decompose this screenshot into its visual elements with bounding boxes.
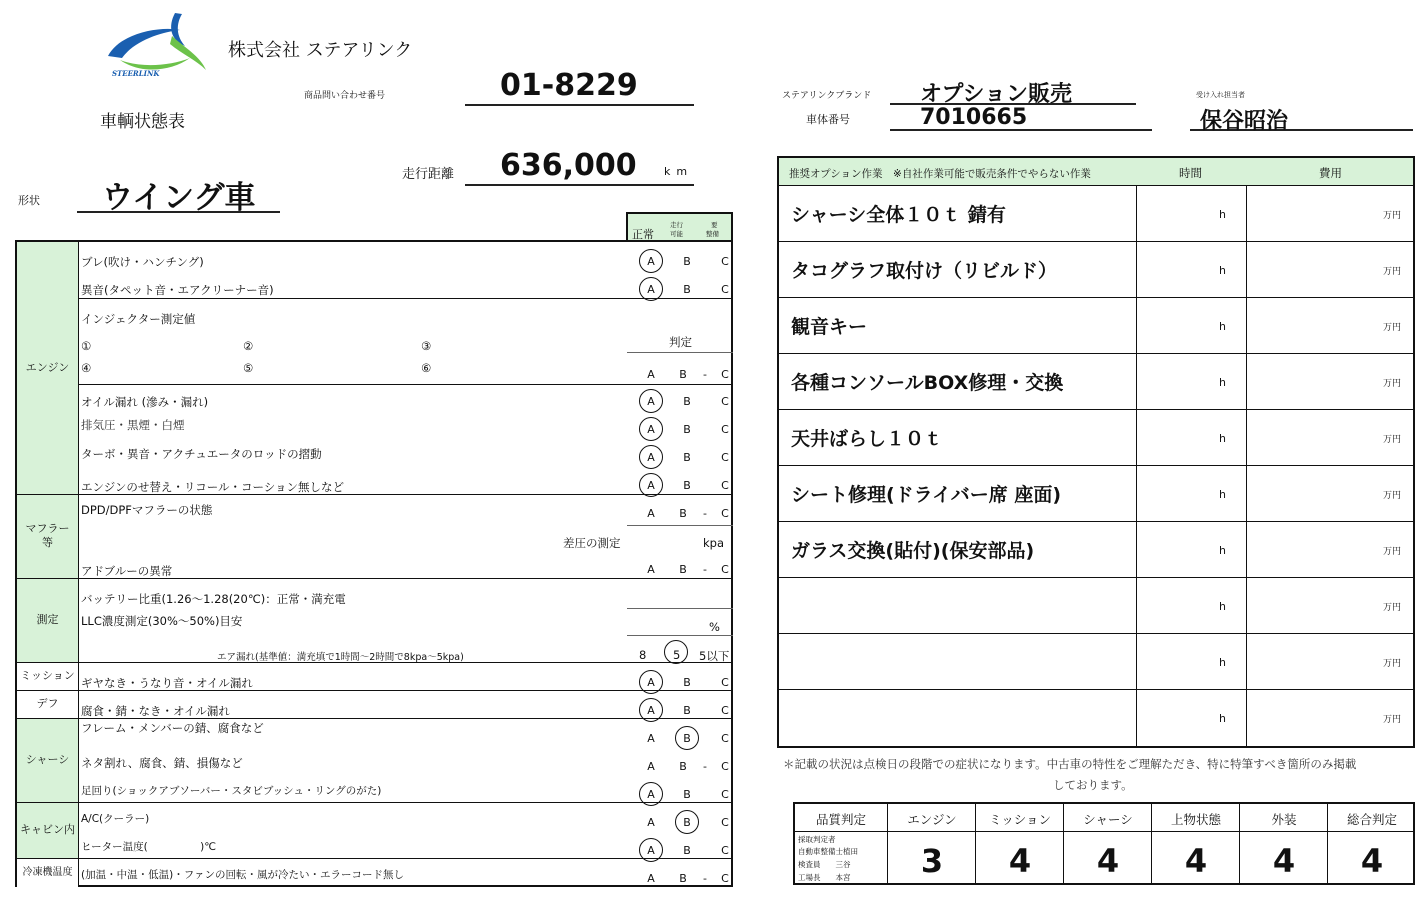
mark-circle [639, 389, 663, 413]
item-exhaust: 排気圧・黒煙・白煙 [81, 418, 185, 432]
grade-value: 3 [920, 842, 944, 880]
option-row [779, 634, 1413, 690]
abc-a: A [647, 479, 655, 492]
item-diff: 腐食・錆・なき・オイル漏れ [81, 704, 230, 718]
mark-circle [639, 417, 663, 441]
grade-header: 上物状態 [1170, 812, 1221, 827]
abc-c: C [721, 788, 729, 801]
item-heater: ヒーター温度( )℃ [81, 841, 217, 853]
abc-a: A [647, 283, 655, 296]
item-mission: ギヤなき・うなり音・オイル漏れ [81, 676, 253, 690]
abc-b: B [679, 507, 687, 520]
abc-b: B [683, 732, 691, 745]
abc-dash: - [703, 563, 707, 576]
sep [79, 298, 731, 299]
options-header [779, 158, 1413, 186]
abc-a: A [647, 507, 655, 520]
injector-3: ③ [421, 339, 432, 353]
abc-a: A [647, 563, 655, 576]
cat-mission: ミッション [17, 662, 79, 690]
option-hours: h [1219, 488, 1226, 501]
option-cost: 万円 [1382, 715, 1401, 725]
thin-line [627, 608, 733, 609]
mark-circle [664, 640, 688, 664]
abc-a: A [647, 816, 655, 829]
grade-line [1064, 831, 1151, 832]
item-battery: バッテリー比重(1.26～1.28(20℃)：正常・満充電 [81, 592, 346, 606]
abc-c: C [721, 283, 729, 296]
brand-label: ステアリンクブランド [782, 91, 872, 101]
item-adblue: アドブルーの異常 [81, 564, 173, 578]
mark-circle [639, 473, 663, 497]
option-row [779, 578, 1413, 634]
cat-diff: デフ [17, 690, 79, 718]
abc-c: C [721, 816, 729, 829]
abc-a: A [647, 676, 655, 689]
item-frame: フレーム・メンバーの錆、腐食など [81, 721, 264, 735]
abc-b: B [679, 563, 687, 576]
option-cost: 万円 [1382, 379, 1401, 389]
sep [79, 384, 731, 385]
abc-c: C [721, 872, 729, 885]
grade-col [975, 804, 1063, 883]
col-need-2: 整備 [706, 230, 719, 238]
abc-a: A [647, 788, 655, 801]
option-row [779, 186, 1413, 242]
option-row [779, 298, 1413, 354]
abc-a: A [647, 760, 655, 773]
air-5: 5 [673, 648, 681, 662]
mark-circle [675, 810, 699, 834]
option-cost: 万円 [1382, 323, 1401, 333]
abc-a: A [647, 844, 655, 857]
abc-dash: - [703, 368, 707, 381]
mark-circle [639, 838, 663, 862]
option-cost: 万円 [1382, 491, 1401, 501]
abc-b: B [683, 423, 691, 436]
grade-sub4: 工場長 本宮 [798, 873, 851, 882]
grade-col [1151, 804, 1239, 883]
abc-c: C [721, 732, 729, 745]
abc-b: B [679, 872, 687, 885]
item-injector: インジェクター測定値 [81, 312, 196, 326]
grade-header: 外装 [1271, 812, 1297, 827]
abc-b: B [683, 704, 691, 717]
abc-b: B [683, 676, 691, 689]
option-cost: 万円 [1382, 435, 1401, 445]
grade-sub2: 自動車整備士植田 [798, 847, 858, 856]
abc-a: A [647, 255, 655, 268]
item-ac: A/C(クーラー) [81, 813, 150, 825]
item-noise: 異音(タペット音・エアクリーナー音) [81, 283, 274, 297]
item-turbo: ターボ・異音・アクチュエータのロッドの摺動 [81, 447, 322, 461]
abc-b: B [683, 479, 691, 492]
option-row [779, 242, 1413, 298]
item-engine-swap: エンジンのせ替え・リコール・コーション無しなど [81, 480, 345, 494]
option-hours: h [1219, 264, 1226, 277]
option-cost: 万円 [1382, 547, 1401, 557]
col-need-1: 要 [711, 221, 718, 229]
abc-a: A [647, 368, 655, 381]
grade-value: 4 [1272, 842, 1296, 880]
status-header [626, 212, 733, 242]
abc-c: C [721, 255, 729, 268]
option-hours: h [1219, 208, 1226, 221]
mark-circle [639, 249, 663, 273]
option-hours: h [1219, 656, 1226, 669]
abc-b: B [683, 451, 691, 464]
option-label: タコグラフ取付け（リビルド） [791, 260, 1058, 282]
option-hours: h [1219, 320, 1226, 333]
svg-text:STEERLINK: STEERLINK [112, 69, 160, 78]
chassis-value: 7010665 [920, 105, 1028, 130]
col-drivable-1: 走行 [670, 221, 683, 229]
item-llc: LLC濃度測定(30%～50%)目安 [81, 614, 243, 628]
abc-b: B [683, 788, 691, 801]
mileage-unit: km [664, 165, 694, 178]
abc-a: A [647, 395, 655, 408]
mark-circle [639, 670, 663, 694]
grade-header: ミッション [988, 812, 1051, 827]
grade-value: 4 [1360, 842, 1384, 880]
inspection-table [15, 240, 733, 887]
grade-value: 4 [1096, 842, 1120, 880]
receiver-label: 受け入れ担当者 [1196, 91, 1245, 99]
option-label: ガラス交換(貼付)(保安部品) [791, 540, 1035, 562]
option-label: シャーシ全体１０ｔ 錆有 [791, 204, 1006, 226]
kpa-unit: kpa [703, 536, 725, 550]
option-label: 各種コンソールBOX修理・交換 [791, 372, 1064, 394]
option-row [779, 354, 1413, 410]
abc-b: B [679, 760, 687, 773]
item-oil-leak: オイル漏れ (滲み・漏れ) [81, 395, 209, 409]
option-label: 観音キー [791, 316, 868, 338]
option-cost: 万円 [1382, 659, 1401, 669]
grade-line [1152, 831, 1239, 832]
grade-line [1328, 831, 1415, 832]
inquiry-label: 商品問い合わせ番号 [304, 91, 386, 101]
grade-col [1063, 804, 1151, 883]
brand-value: オプション販売 [920, 82, 1073, 107]
cat-engine: エンジン [17, 242, 79, 494]
option-hours: h [1219, 432, 1226, 445]
option-cost: 万円 [1382, 211, 1401, 221]
shape-label: 形状 [18, 194, 40, 207]
abc-c: C [721, 507, 729, 520]
col-normal: 正常 [632, 228, 654, 241]
abc-c: C [721, 451, 729, 464]
thin-line [627, 352, 733, 353]
shape-value: ウイング車 [102, 180, 256, 216]
chassis-label: 車体番号 [806, 113, 850, 126]
percent-unit: % [709, 620, 720, 634]
abc-dash: - [703, 760, 707, 773]
thin-line [627, 635, 733, 636]
grade-line [888, 831, 975, 832]
col-time: 時間 [1179, 166, 1202, 180]
grade-table [793, 802, 1415, 885]
mileage-label: 走行距離 [402, 167, 455, 182]
options-table [777, 156, 1415, 748]
cat-cabin: キャビン内 [17, 802, 79, 858]
item-air-leak: エア漏れ(基準値：満充填で1時間～2時間で8kpa～5kpa) [217, 652, 464, 663]
option-row [779, 466, 1413, 522]
abc-c: C [721, 704, 729, 717]
abc-c: C [721, 423, 729, 436]
mark-circle [675, 726, 699, 750]
item-neta: ネタ割れ、腐食、錆、損傷など [81, 756, 243, 770]
injector-5: ⑤ [243, 361, 254, 375]
abc-dash: - [703, 507, 707, 520]
item-freezer: (加温・中温・低温)・ファンの回転・風が冷たい・エラーコード無し [81, 869, 404, 881]
grade-header: エンジン [907, 812, 957, 827]
cat-chassis: シャーシ [17, 718, 79, 802]
abc-c: C [721, 395, 729, 408]
option-hours: h [1219, 600, 1226, 613]
item-blur: ブレ(吹け・ハンチング) [81, 255, 204, 269]
abc-c: C [721, 563, 729, 576]
option-hours: h [1219, 376, 1226, 389]
item-diff-pressure: 差圧の測定 [563, 536, 621, 550]
abc-c: C [721, 676, 729, 689]
abc-b: B [683, 816, 691, 829]
doc-title: 車輌状態表 [100, 112, 185, 132]
injector-6: ⑥ [421, 361, 432, 375]
grade-header: シャーシ [1083, 812, 1133, 827]
grade-col [1239, 804, 1327, 883]
grade-line [1240, 831, 1327, 832]
grade-sub1: 採取判定者 [798, 835, 836, 844]
option-label: シート修理(ドライバー席 座面) [791, 484, 1062, 506]
steerlink-logo [100, 8, 210, 78]
abc-a: A [647, 732, 655, 745]
sep [17, 802, 731, 803]
option-label: 天井ばらし１０ｔ [791, 428, 944, 450]
cat-muffler: マフラー 等 [17, 494, 79, 578]
grade-value: 4 [1184, 842, 1208, 880]
sep [79, 858, 629, 859]
cat-measure: 測定 [17, 578, 79, 662]
grade-sub3: 検査員 三谷 [798, 860, 851, 869]
option-hours: h [1219, 712, 1226, 725]
mark-circle [639, 277, 663, 301]
option-cost: 万円 [1382, 267, 1401, 277]
judge-label: 判定 [669, 335, 692, 349]
mark-circle [639, 782, 663, 806]
abc-dash: - [703, 872, 707, 885]
abc-a: A [647, 872, 655, 885]
air-below: 5以下 [699, 649, 730, 663]
option-row [779, 410, 1413, 466]
col-work: 推奨オプション作業 ※自社作業可能で販売条件でやらない作業 [789, 168, 1091, 180]
injector-4: ④ [81, 361, 92, 375]
note-line1: ＊記載の状況は点検日の段階での症状になります。中古車の特性をご理解ただき、特に特筆すべき箇所のみ掲載 [783, 757, 1357, 771]
air-8: 8 [639, 648, 647, 662]
abc-c: C [721, 760, 729, 773]
abc-b: B [683, 255, 691, 268]
cat-freezer: 冷凍機温度 [17, 858, 79, 887]
option-hours: h [1219, 544, 1226, 557]
grade-value: 4 [1008, 842, 1032, 880]
note-line2: しております。 [1053, 778, 1133, 792]
receiver-value: 保谷昭治 [1200, 109, 1289, 134]
abc-c: C [721, 844, 729, 857]
abc-c: C [721, 368, 729, 381]
grade-col [887, 804, 975, 883]
mileage-value: 636,000 [500, 148, 637, 183]
grade-col [1327, 804, 1415, 883]
abc-b: B [683, 283, 691, 296]
abc-c: C [721, 479, 729, 492]
abc-b: B [683, 844, 691, 857]
abc-a: A [647, 451, 655, 464]
item-suspension: 足回り(ショックアブソーバー・スタビブッシュ・リングのがた) [81, 785, 382, 797]
abc-a: A [647, 704, 655, 717]
grade-label-line [795, 831, 887, 832]
mark-circle [639, 698, 663, 722]
injector-2: ② [243, 339, 254, 353]
abc-b: B [679, 368, 687, 381]
injector-1: ① [81, 339, 92, 353]
grade-header: 総合判定 [1346, 812, 1397, 827]
mark-circle [639, 445, 663, 469]
option-cost: 万円 [1382, 603, 1401, 613]
option-row [779, 690, 1413, 746]
item-dpd: DPD/DPFマフラーの状態 [81, 503, 213, 517]
thin-line [627, 525, 733, 526]
inquiry-number: 01-8229 [500, 68, 638, 103]
abc-b: B [683, 395, 691, 408]
grade-label: 品質判定 [815, 812, 866, 827]
abc-a: A [647, 423, 655, 436]
grade-line [976, 831, 1063, 832]
col-cost: 費用 [1319, 166, 1342, 180]
company-name: 株式会社 ステアリンク [228, 40, 413, 61]
option-row [779, 522, 1413, 578]
col-drivable-2: 可能 [670, 230, 683, 238]
